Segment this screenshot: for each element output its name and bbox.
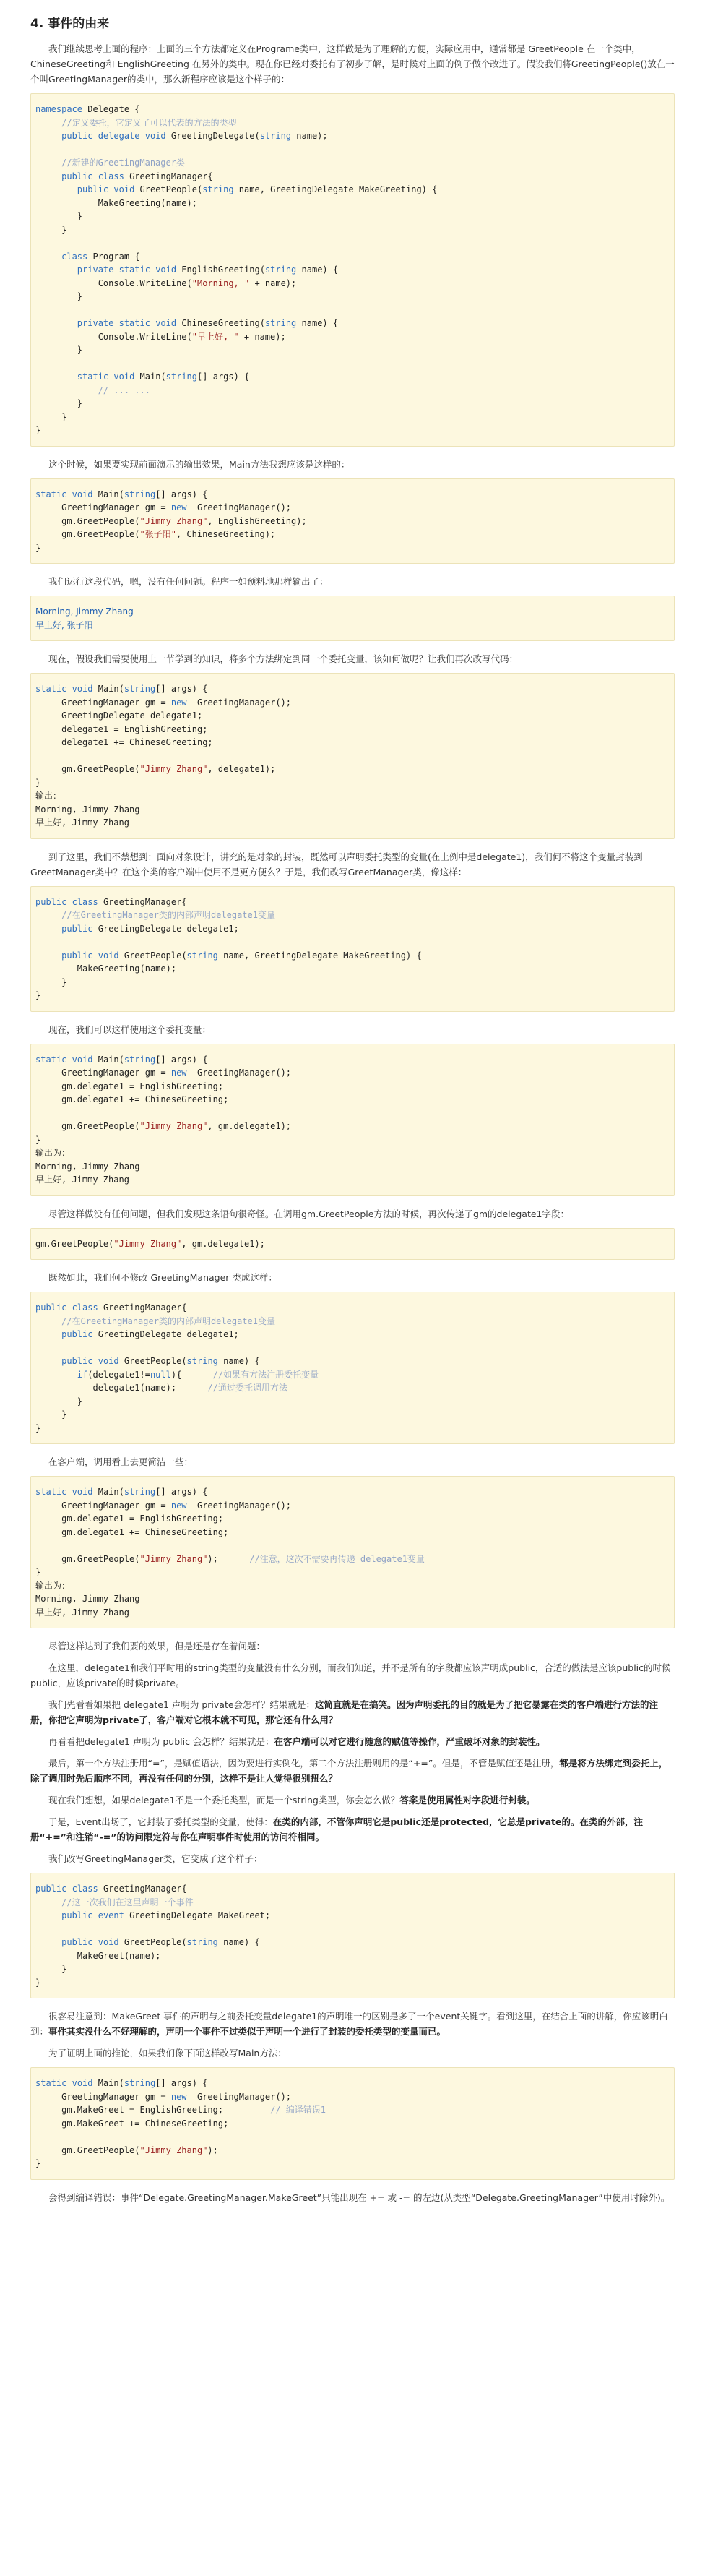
paragraph xyxy=(30,2009,675,2039)
code-line: MakeGreet(name); xyxy=(35,1950,161,1961)
code-line: } xyxy=(35,1977,41,1988)
code-block xyxy=(30,1292,675,1444)
paragraph: 既然如此，我们何不修改 GreetingManager 类成这样： xyxy=(48,1272,277,1283)
code-line: } xyxy=(35,211,83,221)
code-line: public class GreetingManager{ xyxy=(35,1302,187,1313)
code-line: Morning, Jimmy Zhang xyxy=(35,804,140,815)
code-line: MakeGreeting(name); xyxy=(35,197,197,208)
code-block xyxy=(30,1044,675,1196)
code-line: //在GreetingManager类的内部声明delegate1变量 xyxy=(61,910,275,920)
code-line xyxy=(35,2130,674,2144)
code-block xyxy=(30,93,675,447)
code-block xyxy=(30,673,675,839)
paragraph xyxy=(30,1697,675,1727)
code-line: //在GreetingManager类的内部声明delegate1变量 xyxy=(61,1315,275,1326)
paragraph: 这个时候，如果要实现前面演示的输出效果，Main方法我想应该是这样的： xyxy=(48,458,350,470)
paragraph: 尽管这样做没有任何问题，但我们发现这条语句很奇怪。在调用gm.GreetPeople方法的时候，再次传递了gm的delegate1字段： xyxy=(48,1208,569,1219)
code-line xyxy=(35,750,674,763)
section-heading: 4. 事件的由来 xyxy=(30,17,110,31)
code-line: gm.MakeGreet = EnglishGreeting; // 编译错误1 xyxy=(35,2105,326,2115)
code-block xyxy=(30,1476,675,1628)
code-line: } xyxy=(35,425,41,435)
code-line: gm.delegate1 = EnglishGreeting; xyxy=(35,1514,224,1524)
code-line: } xyxy=(35,542,41,553)
paragraph: 会得到编译错误：事件“Delegate.GreetingManager.MakeGreet”只能出现在 += 或 -= 的左边(从类型“Delegate.GreetingManager”中使用时除外)。 xyxy=(48,2191,670,2203)
code-line: public GreetingDelegate delegate1; xyxy=(61,1329,239,1339)
code-line: namespace Delegate { xyxy=(35,104,140,114)
code-line: Console.WriteLine("Morning, " + name); xyxy=(35,278,297,288)
code-line: } xyxy=(35,2158,41,2168)
code-line: GreetingManager gm = new GreetingManager(); xyxy=(35,697,292,708)
paragraph-text: 现在我们想想，如果delegate1不是一个委托类型，而是一个string类型，你会怎么做？ xyxy=(48,1795,400,1806)
code-line: class Program { xyxy=(61,251,140,262)
paragraph: 现在，假设我们需要使用上一节学到的知识，将多个方法绑定到同一个委托变量，该如何做呢？让我们再次改写代码： xyxy=(48,653,519,664)
paragraph xyxy=(30,1814,675,1845)
code-block xyxy=(30,1228,675,1261)
code-line: public void GreetPeople(string name) { xyxy=(61,1356,260,1366)
code-line: GreetingManager gm = new GreetingManager(); xyxy=(35,1068,292,1078)
code-line: Morning, Jimmy Zhang xyxy=(35,1594,140,1604)
code-line: gm.delegate1 += ChineseGreeting; xyxy=(35,1527,229,1537)
paragraph-text: 很容易注意到：MakeGreet 事件的声明与之前委托变量delegate1的声明唯一的区别是多了一个event关键字。看到这里，在结合上面的讲解，你应该明白到： xyxy=(30,2011,668,2037)
code-line: public class GreetingManager{ xyxy=(35,1884,187,1894)
code-line: public class GreetingManager{ xyxy=(61,171,213,181)
code-line xyxy=(35,1341,674,1355)
code-line: } xyxy=(35,1134,41,1145)
code-line: Morning, Jimmy Zhang xyxy=(35,1161,140,1172)
paragraph: 尽管这样达到了我们要的效果，但是还是存在着问题： xyxy=(48,1641,266,1652)
code-line: delegate1 += ChineseGreeting; xyxy=(35,737,213,747)
paragraph-text: 再看看把delegate1 声明为 public 会怎样？结果就是： xyxy=(48,1736,274,1747)
code-line: // ... ... xyxy=(98,385,150,395)
paragraph-text: 我们先看看如果把 delegate1 声明为 private会怎样？结果就是： xyxy=(48,1699,316,1710)
emphasis-text: 答案是使用属性对字段进行封装。 xyxy=(399,1795,535,1806)
code-line: public class GreetingManager{ xyxy=(35,896,187,907)
emphasis-text: 在类的内部，不管你声明它是public还是protected，它总是private的。在类的外部，注册“+=”和注销“-=”的访问限定符与你在声明事件时使用的访问符相同。 xyxy=(30,1816,643,1842)
paragraph xyxy=(30,1793,675,1808)
code-line: 输出为： xyxy=(35,1148,71,1158)
paragraph-text: 于是，Event出场了，它封装了委托类型的变量，使得： xyxy=(48,1816,273,1827)
code-line: 输出为： xyxy=(35,1580,71,1591)
code-line: gm.GreetPeople("Jimmy Zhang", gm.delegate1); xyxy=(35,1238,265,1249)
code-line: MakeGreeting(name); xyxy=(35,963,177,974)
code-line xyxy=(35,304,674,317)
code-line: //定义委托，它定义了可以代表的方法的类型 xyxy=(61,117,237,128)
code-line xyxy=(35,236,674,250)
output-line: Morning, Jimmy Zhang xyxy=(35,606,134,617)
code-line: private static void ChineseGreeting(string name) { xyxy=(77,318,339,328)
code-line: } xyxy=(35,224,67,235)
code-line xyxy=(35,1923,674,1936)
code-line: gm.GreetPeople("Jimmy Zhang"); //注意，这次不需要再传递 delegate1变量 xyxy=(35,1553,425,1564)
emphasis-text: 事件其实没什么不好理解的，声明一个事件不过类似于声明一个进行了封装的委托类型的变量而已。 xyxy=(48,2026,446,2037)
code-line: } xyxy=(35,1396,83,1407)
emphasis-text: 都是将方法绑定到委托上，除了调用时先后顺序不同，再没有任何的分别，这样不是让人觉得很别扭么？ xyxy=(30,1758,668,1784)
code-line: static void Main(string[] args) { xyxy=(35,1487,208,1497)
code-line: } xyxy=(35,291,83,301)
code-line: } xyxy=(35,990,41,1000)
code-line: public event GreetingDelegate MakeGreet; xyxy=(61,1910,271,1920)
paragraph xyxy=(30,1734,675,1749)
code-block xyxy=(30,478,675,564)
code-line: } xyxy=(35,1964,67,1974)
emphasis-text: 在客户端可以对它进行随意的赋值等操作，严重破坏对象的封装性。 xyxy=(274,1736,545,1747)
code-line: 早上好, Jimmy Zhang xyxy=(35,1607,129,1618)
paragraph: 我们继续思考上面的程序：上面的三个方法都定义在Programe类中，这样做是为了理解的方便，实际应用中，通常都是 GreetPeople 在一个类中，ChineseGreeting和 EnglishGreeting 在另外的类中。现在你已经对委托有了初步了解，是时候对上面的例子做个改进了。假设我们将GreetingPeople()放在一个叫GreetingManager的类中，那么新程序应该是这个样子的： xyxy=(30,43,675,85)
code-line: gm.GreetPeople("Jimmy Zhang", gm.delegate1); xyxy=(35,1121,292,1131)
code-line: Console.WriteLine("早上好, " + name); xyxy=(35,331,286,342)
code-line: gm.GreetPeople("Jimmy Zhang", delegate1); xyxy=(35,764,276,774)
code-line xyxy=(35,935,674,949)
output-line: 早上好, 张子阳 xyxy=(35,619,93,630)
paragraph: 我们改写GreetingManager类，它变成了这个样子： xyxy=(48,1853,263,1864)
code-line: public void GreetPeople(string name) { xyxy=(61,1937,260,1947)
code-line: } xyxy=(35,398,83,408)
code-line: } xyxy=(35,1567,41,1577)
code-line: gm.MakeGreet += ChineseGreeting; xyxy=(35,2118,229,2129)
paragraph: 现在，我们可以这样使用这个委托变量： xyxy=(48,1023,212,1035)
paragraph: 我们运行这段代码，嗯，没有任何问题。程序一如预料地那样输出了： xyxy=(48,576,329,587)
code-block xyxy=(30,2067,675,2180)
code-line: 输出： xyxy=(35,791,62,801)
code-line: delegate1(name); //通过委托调用方法 xyxy=(35,1383,287,1393)
code-line xyxy=(35,357,674,371)
code-line: public GreetingDelegate delegate1; xyxy=(61,923,239,934)
code-line: private static void EnglishGreeting(string name) { xyxy=(77,265,339,275)
code-line: //这一次我们在这里声明一个事件 xyxy=(61,1897,194,1907)
code-line: GreetingManager gm = new GreetingManager(); xyxy=(35,2091,292,2102)
code-line: gm.delegate1 = EnglishGreeting; xyxy=(35,1081,224,1091)
code-line xyxy=(35,1539,674,1553)
code-line: gm.GreetPeople("Jimmy Zhang"); xyxy=(35,2144,218,2155)
code-line: GreetingManager gm = new GreetingManager(); xyxy=(35,1500,292,1511)
code-line: static void Main(string[] args) { xyxy=(35,684,208,694)
code-line: GreetingManager gm = new GreetingManager(); xyxy=(35,502,292,512)
code-line: static void Main(string[] args) { xyxy=(35,2078,208,2088)
paragraph: 为了证明上面的推论，如果我们像下面这样改写Main方法： xyxy=(48,2048,287,2058)
code-line: GreetingDelegate delegate1; xyxy=(35,710,203,721)
code-line: delegate1 = EnglishGreeting; xyxy=(35,724,208,734)
code-line: 早上好, Jimmy Zhang xyxy=(35,817,129,828)
paragraph: 在这里，delegate1和我们平时用的string类型的变量没有什么分别，而我们知道，并不是所有的字段都应该声明成public，合适的做法是应该public的时候public，应该private的时候private。 xyxy=(30,1662,671,1688)
code-line: } xyxy=(35,1422,41,1433)
emphasis-text: 这简直就是在搞笑。因为声明委托的目的就是为了把它暴露在类的客户端进行方法的注册，你把它声明为private了，客户端对它根本就不可见，那它还有什么用？ xyxy=(30,1699,659,1725)
code-line: public void GreetPeople(string name, GreetingDelegate MakeGreeting) { xyxy=(77,184,438,194)
code-line: } xyxy=(35,345,83,355)
code-block xyxy=(30,1873,675,1998)
code-line: } xyxy=(35,411,67,422)
code-line: static void Main(string[] args) { xyxy=(35,489,208,499)
code-line: gm.GreetPeople("张子阳", ChineseGreeting); xyxy=(35,529,276,539)
paragraph: 到了这里，我们不禁想到：面向对象设计，讲究的是对象的封装，既然可以声明委托类型的变量(在上例中是delegate1)，我们何不将这个变量封装到 GreetManager类中？在这个类的客户端中使用不是更方便么？于是，我们改写GreetManager类，像这样： xyxy=(30,851,643,877)
paragraph: 在客户端，调用看上去更简洁一些： xyxy=(48,1456,194,1467)
code-line xyxy=(35,1107,674,1120)
code-line: public delegate void GreetingDelegate(string name); xyxy=(61,131,328,141)
code-line: static void Main(string[] args) { xyxy=(35,1054,208,1065)
code-line: gm.delegate1 += ChineseGreeting; xyxy=(35,1094,229,1104)
code-block xyxy=(30,886,675,1012)
code-line: gm.GreetPeople("Jimmy Zhang", EnglishGreeting); xyxy=(35,515,307,526)
code-line xyxy=(35,143,674,157)
output-block xyxy=(30,596,675,641)
code-line: static void Main(string[] args) { xyxy=(77,372,250,382)
paragraph-text: 最后，第一个方法注册用“=”，是赋值语法，因为要进行实例化，第二个方法注册则用的是“+=”。但是，不管是赋值还是注册， xyxy=(48,1758,560,1769)
code-line: } xyxy=(35,1409,67,1420)
code-line: 早上好, Jimmy Zhang xyxy=(35,1175,129,1185)
code-line: if(delegate1!=null){ //如果有方法注册委托变量 xyxy=(77,1369,319,1380)
paragraph xyxy=(30,1756,675,1786)
code-line: } xyxy=(35,976,67,987)
code-line: public void GreetPeople(string name, GreetingDelegate MakeGreeting) { xyxy=(61,950,422,961)
code-line: //新建的GreetingManager类 xyxy=(61,158,185,168)
code-line: } xyxy=(35,777,41,788)
